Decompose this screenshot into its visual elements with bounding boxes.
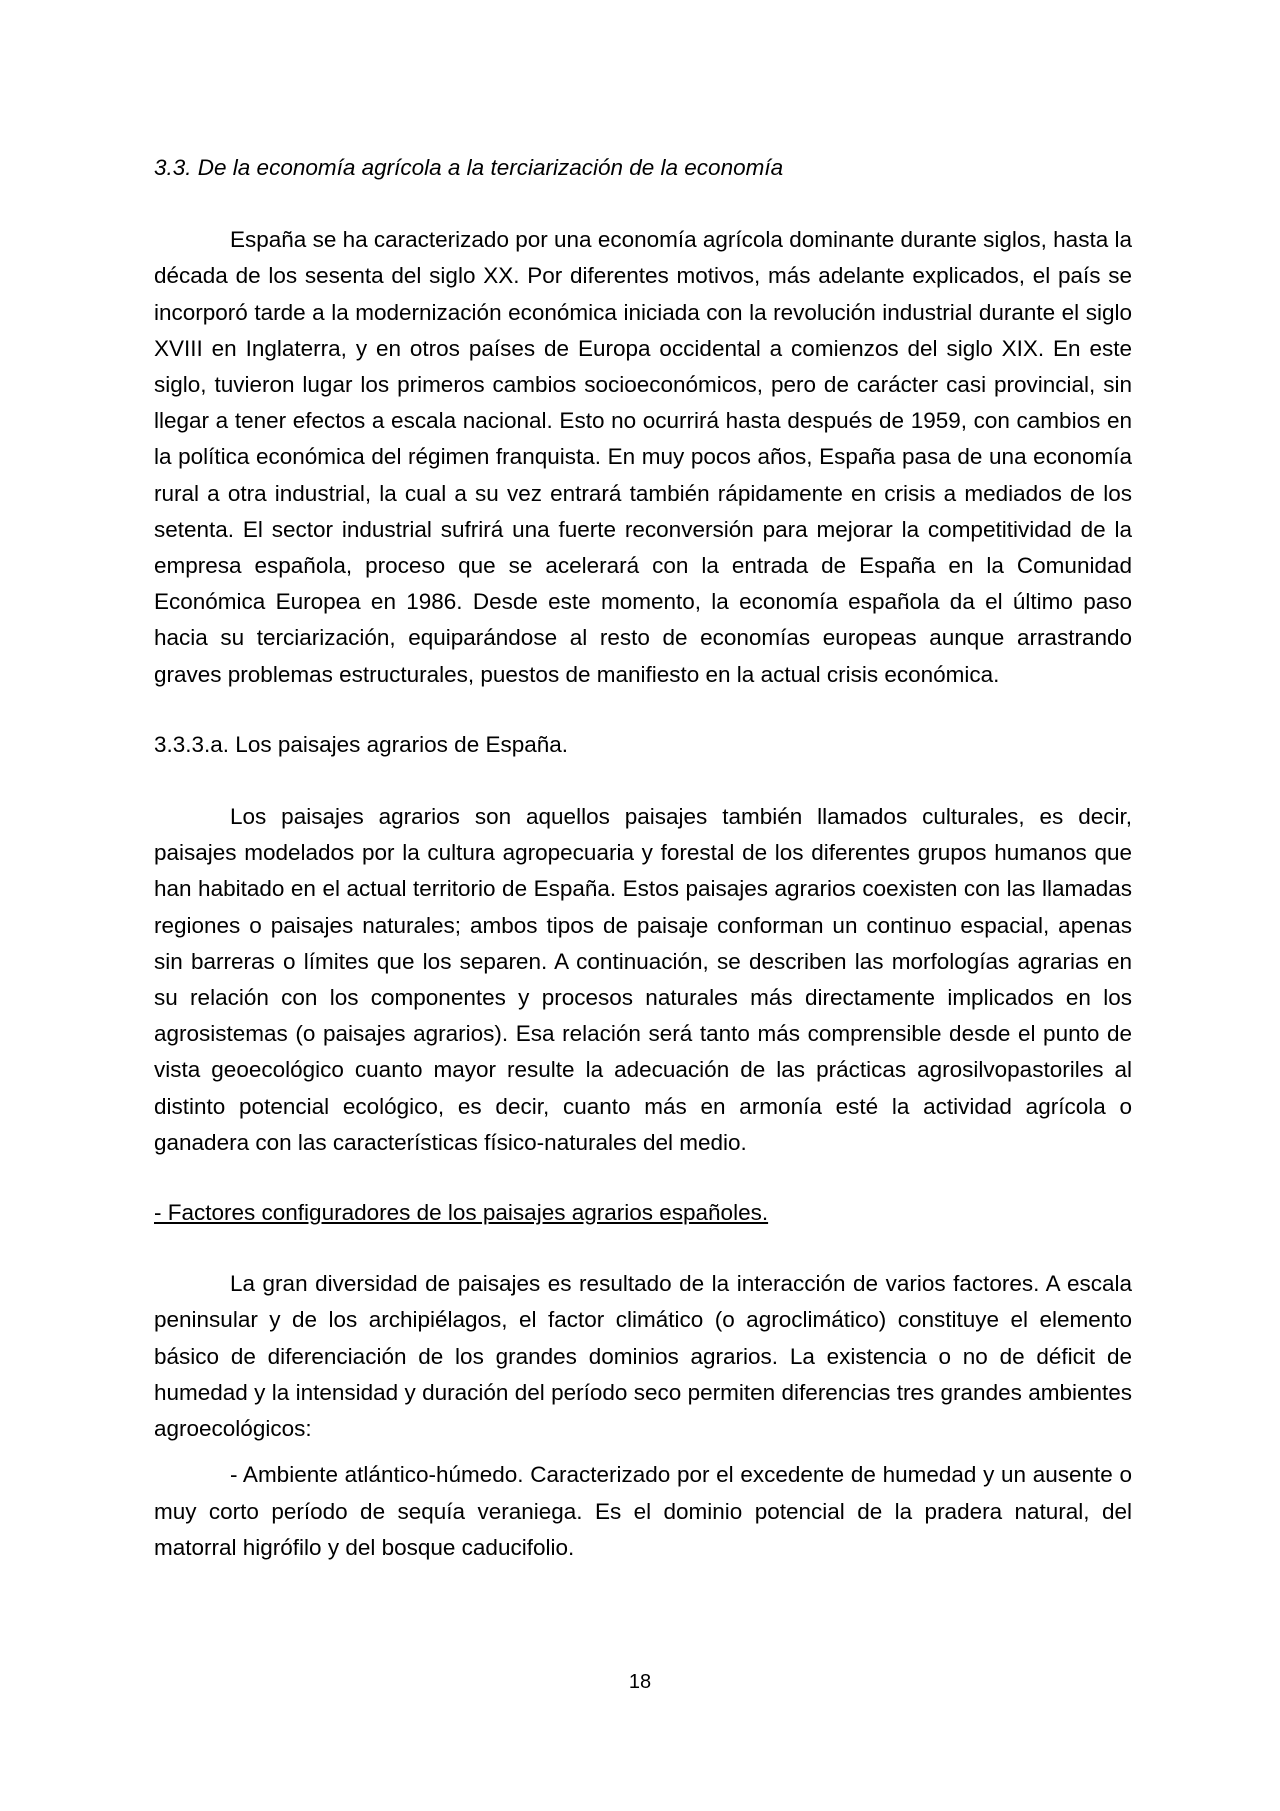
section-title: 3.3. De la economía agrícola a la terciarización de la economía [154, 155, 784, 180]
paragraph-atlantic-environment: - Ambiente atlántico-húmedo. Caracterizado por el excedente de humedad y un ausente o muy corto período de sequía veraniega. Es el dominio potencial de la pradera natural, del matorral higrófilo y del bosque caducifolio. [154, 1462, 1132, 1560]
paragraph-agrarian-landscapes: Los paisajes agrarios son aquellos paisajes también llamados culturales, es decir, paisajes modelados por la cultura agropecuaria y forestal de los diferentes grupos humanos que han habitado en el actual territorio de España. Estos paisajes agrarios coexisten con las llamadas regiones o paisajes naturales; ambos tipos de paisaje conforman un continuo espacial, apenas sin barreras o límites que los separen. A continuación, se describen las morfologías agrarias en su relación con los componentes y procesos naturales más directamente implicados en los agrosistemas (o paisajes agrarios). Esa relación será tanto más comprensible desde el punto de vista geoecológico cuanto mayor resulte la adecuación de las prácticas agrosilvopastoriles al distinto potencial ecológico, es decir, cuanto más en armonía esté la actividad agrícola o ganadera con las características físico-naturales del medio. [154, 804, 1132, 1155]
page-number: 18 [628, 1671, 652, 1693]
paragraph-economy: España se ha caracterizado por una economía agrícola dominante durante siglos, hasta la década de los sesenta del siglo XX. Por diferentes motivos, más adelante explicados, el país se incorporó tarde a la modernización económica iniciada con la revolución industrial durante el siglo XVIII en Inglaterra, y en otros países de Europa occidental a comienzos del siglo XIX. En este siglo, tuvieron lugar los primeros cambios socioeconómicos, pero de carácter casi provincial, sin llegar a tener efectos a escala nacional. Esto no ocurrirá hasta después de 1959, con cambios en la política económica del régimen franquista. En muy pocos años, España pasa de una economía rural a otra industrial, la cual a su vez entrará también rápidamente en crisis a mediados de los setenta. El sector industrial sufrirá una fuerte reconversión para mejorar la competitividad de la empresa española, proceso que se acelerará con la entrada de España en la Comunidad Económica Europea en 1986. Desde este momento, la economía española da el último paso hacia su terciarización, equiparándose al resto de economías europeas aunque arrastrando graves problemas estructurales, puestos de manifiesto en la actual crisis económica. [154, 227, 1132, 687]
subsection-title: 3.3.3.a. Los paisajes agrarios de España. [154, 731, 569, 757]
paragraph-factors: La gran diversidad de paisajes es resultado de la interacción de varios factores. A escala peninsular y de los archipiélagos, el factor climático (o agroclimático) constituye el elemento básico de diferenciación de los grandes dominios agrarios. La existencia o no de déficit de humedad y la intensidad y duración del período seco permiten diferencias tres grandes ambientes agroecológicos: [154, 1271, 1132, 1442]
factors-heading: - Factores configuradores de los paisajes agrarios españoles. [154, 1200, 769, 1226]
page-content [154, 150, 1132, 1566]
